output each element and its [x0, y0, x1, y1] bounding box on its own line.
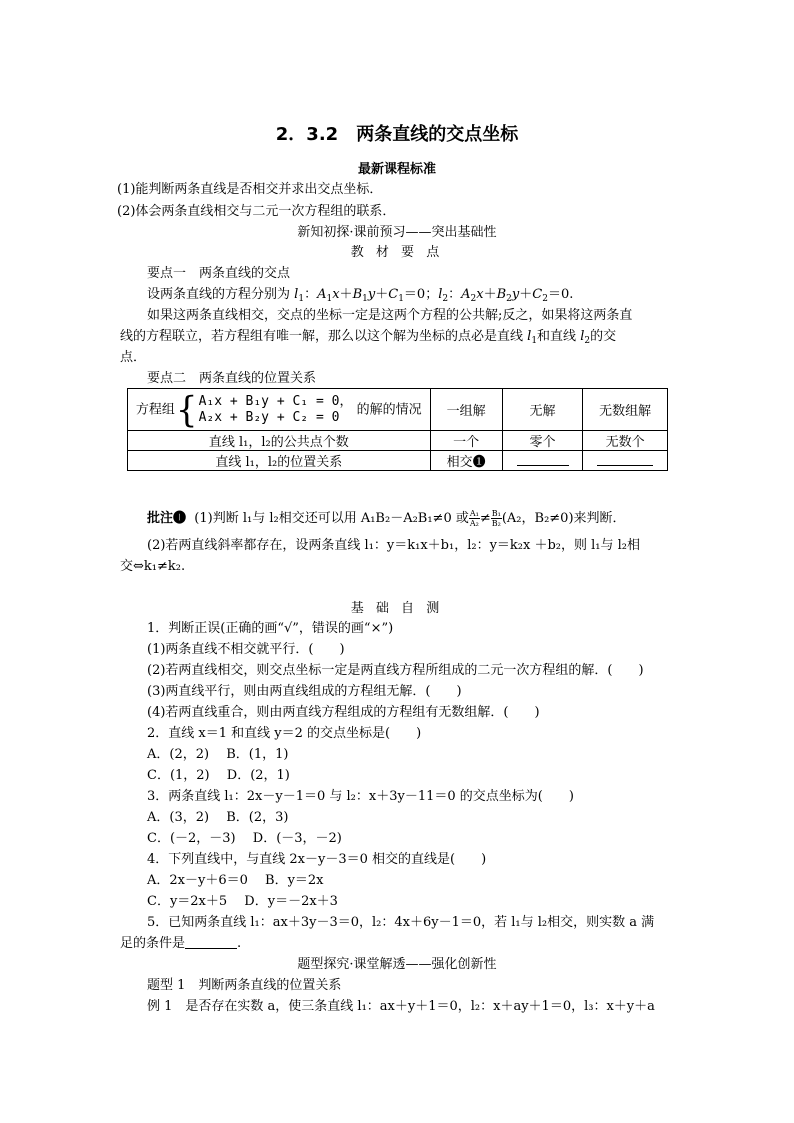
answer-blank[interactable] [583, 451, 668, 471]
topic1-title: 题型 1 判断两条直线的位置关系 [147, 978, 342, 993]
table-cell: 一个 [430, 431, 502, 451]
standard-item-2: (2)体会两条直线相交与二元一次方程组的联系． [117, 204, 396, 219]
option-line: A．2x－y＋6＝0 B．y＝2x [147, 873, 324, 888]
point1-line4: 点． [120, 350, 147, 365]
preview-heading: 新知初探·课前预习——突出基础性 [297, 225, 497, 240]
answer-blank[interactable] [185, 936, 237, 949]
table-cell: 零个 [502, 431, 583, 451]
standard-heading: 最新课程标准 [357, 162, 436, 177]
row-label: 直线 l₁，l₂的位置关系 [128, 451, 431, 471]
page-title: 2．3.2 两条直线的交点坐标 [275, 124, 519, 145]
example1-text: 例 1 是否存在实数 a，使三条直线 l₁：ax＋y＋1＝0，l₂：x＋ay＋1＝0，l₃：x＋y＋a [147, 999, 655, 1014]
question-line: 1．判断正误(正确的画“√”，错误的画“×”) [147, 621, 394, 636]
point1-line3: 线的方程联立，若方程组有唯一解，那么以这个解为坐标的点必是直线 $l_1$和直线 $l_2$的交 [120, 329, 617, 346]
question-line: 4．下列直线中，与直线 2x－y－3＝0 相交的直线是( ) [147, 852, 487, 867]
point1-line1: 设两条直线的方程分别为 $l_1$：$A_1x+B_1y+C_1=0$；$l_2$：$A_2x+B_2y+C_2=0$. [147, 287, 574, 304]
question-line: (2)若两直线相交，则交点坐标一定是两直线方程所组成的二元一次方程组的解．( ) [147, 663, 644, 678]
question-line: 2．直线 x＝1 和直线 y＝2 的交点坐标是( ) [147, 726, 422, 741]
row-label: 直线 l₁，l₂的公共点个数 [128, 431, 431, 451]
table-col-one-solution: 一组解 [430, 389, 502, 431]
point1-title: 要点一 两条直线的交点 [147, 266, 291, 281]
table-header-equations: 方程组 { A₁x + B₁y + C₁ = 0， A₂x + B₂y + C₂ = 0 的解的情况 [128, 389, 431, 431]
question-line: 3．两条直线 l₁：2x－y－1＝0 与 l₂：x＋3y－11＝0 的交点坐标为( ) [147, 789, 574, 804]
table-cell: 无数个 [583, 431, 668, 451]
equation-2: A₂x + B₂y + C₂ = 0 [198, 409, 340, 425]
option-line: C．(－2，－3) D．(－3，－2) [147, 831, 342, 846]
answer-blank[interactable] [502, 451, 583, 471]
question-line: (4)若两直线重合，则由两直线方程组成的方程组有无数组解．( ) [147, 705, 540, 720]
equation-1: A₁x + B₁y + C₁ = 0， [198, 393, 353, 409]
explore-heading: 题型探究·课堂解透——强化创新性 [297, 957, 497, 972]
option-line: C．y＝2x＋5 D．y＝－2x＋3 [147, 894, 338, 909]
table-row [128, 431, 668, 451]
option-line: C．(1，2) D．(2，1) [147, 768, 290, 783]
annotation-line1: 批注❶ (1)判断 l₁与 l₂相交还可以用 A₁B₂－A₂B₁≠0 或 $\frac{\text{A₁}}{\text{A₂}}$ ≠ $\frac{\text{B₁}}{\text{B₂}}$ (A₂，B₂≠0)来判断． [147, 509, 626, 528]
option-line: A．(2，2) B．(1，1) [147, 747, 289, 762]
question-line: 5．已知两条直线 l₁：ax＋3y－3＝0，l₂：4x＋6y－1＝0，若 l₁与 l₂相交，则实数 a 满 [147, 915, 655, 930]
table-row [128, 451, 668, 471]
annotation-line2: (2)若两直线斜率都存在，设两条直线 l₁：y＝k₁x＋b₁，l₂：y＝k₂x ＋b₂，则 l₁与 l₂相 [147, 538, 641, 553]
question-line-continued: 足的条件是 . [120, 936, 242, 951]
table-col-infinite-solutions: 无数组解 [583, 389, 668, 431]
table-col-no-solution: 无解 [502, 389, 583, 431]
table-cell: 相交❶ [430, 451, 502, 471]
annotation-line3: 交⇔k₁≠k₂. [120, 559, 186, 574]
position-relation-table [127, 388, 668, 471]
question-line: (3)两直线平行，则由两直线组成的方程组无解．( ) [147, 684, 462, 699]
question-line: (1)两条直线不相交就平行．( ) [147, 642, 345, 657]
self-test-heading: 基 础 自 测 [350, 601, 444, 616]
point1-line2: 如果这两条直线相交，交点的坐标一定是这两个方程的公共解;反之，如果将这两条直 [147, 308, 633, 323]
textbook-points-heading: 教 材 要 点 [350, 245, 444, 260]
fraction-a: $\frac{\text{A₁}}{\text{A₂}}$ [469, 509, 479, 528]
standard-item-1: (1)能判断两条直线是否相交并求出交点坐标． [117, 182, 383, 197]
option-line: A．(3，2) B．(2，3) [147, 810, 289, 825]
fraction-b: $\frac{\text{B₁}}{\text{B₂}}$ [491, 509, 501, 528]
point2-title: 要点二 两条直线的位置关系 [147, 371, 317, 386]
annotation-label: 批注❶ [147, 511, 187, 526]
